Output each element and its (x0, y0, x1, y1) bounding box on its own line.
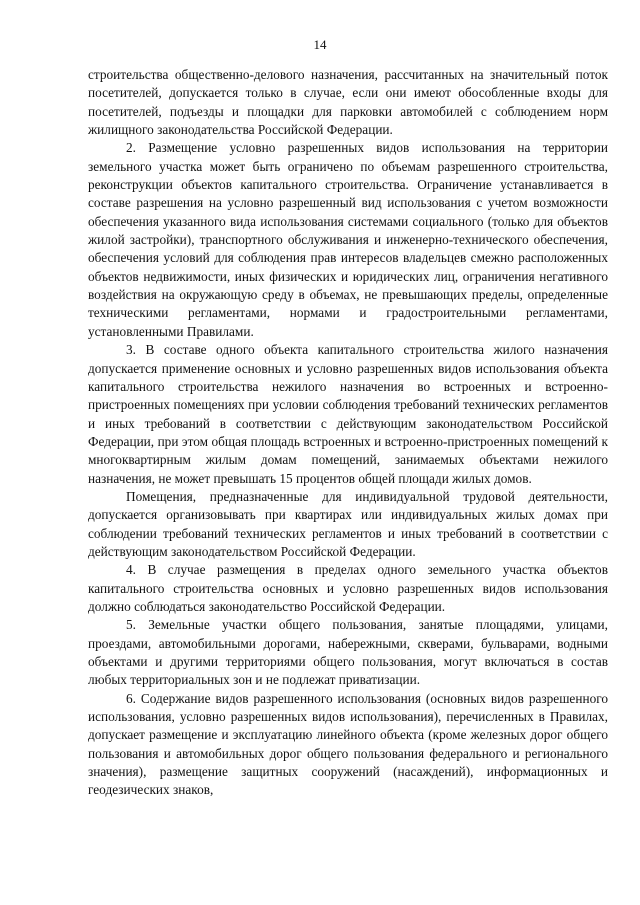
paragraph-premises: Помещения, предназначенные для индивидуальной трудовой деятельности, допускается организовывать при квартирах или индивидуальных жилых домах при соблюдении требований технических регламентов и иных требований в соответствии с действующим законодательством Российской Федерации. (88, 488, 608, 559)
paragraph-item-2: 2. Размещение условно разрешенных видов использования на территории земельного участка может быть ограничено по объемам разрешенного строительства, реконструкции объектов капитального строительства. Ограничение устанавливается в составе разрешения на условно разрешенный вид использования с учетом возможности обеспечения указанного вида использования системами социального (только для объектов жилой застройки), транспортного обслуживания и инженерно-технического обеспечения, обеспечения условий для соблюдения прав интересов владельцев смежно расположенных объектов недвижимости, иных физических и юридических лиц, ограничения негативного воздействия на окружающую среду в объемах, не превышающих пределы, определенные техническими регламентами, нормами и градостроительными регламентами, установленными Правилами. (88, 140, 608, 339)
paragraph-continuation: строительства общественно-делового назначения, рассчитанных на значительный поток посетителей, допускается только в случае, если они имеют обособленные входы для посетителей, подъезды и площадки для парковки автомобилей с соблюдением норм жилищного законодательства Российской Федерации. (88, 67, 608, 138)
paragraph-item-4: 4. В случае размещения в пределах одного земельного участка объектов капитального строительства основных и условно разрешенных видов использования должно соблюдаться законодательство Российской Федерации. (88, 562, 608, 614)
page-number: 14 (313, 37, 327, 52)
document-body (88, 66, 608, 800)
paragraph-item-6: 6. Содержание видов разрешенного использования (основных видов разрешенного использования, условно разрешенных видов использования), перечисленных в Правилах, допускает размещение и эксплуатацию линейного объекта (кроме железных дорог общего пользования и автомобильных дорог общего пользования федерального и регионального значения), размещение защитных сооружений (насаждений), информационных и геодезических знаков, (88, 690, 608, 798)
paragraph-item-3: 3. В составе одного объекта капитального строительства жилого назначения допускается применение основных и условно разрешенных видов использования объекта капитального строительства нежилого назначения во встроенных и встроенно-пристроенных помещениях при условии соблюдения требований технических регламентов и иных требований в соответствии с действующим законодательством Российской Федерации, при этом общая площадь встроенных и встроенно-пристроенных помещений к многоквартирным жилым домам помещений, занимаемых объектами нежилого назначения, не может превышать 15 процентов общей площади жилых домов. (88, 342, 608, 486)
paragraph-item-5: 5. Земельные участки общего пользования, занятые площадями, улицами, проездами, автомобильными дорогами, набережными, скверами, бульварами, водными объектами и другими территориями общего пользования, могут включаться в состав любых территориальных зон и не подлежат приватизации. (88, 617, 608, 688)
